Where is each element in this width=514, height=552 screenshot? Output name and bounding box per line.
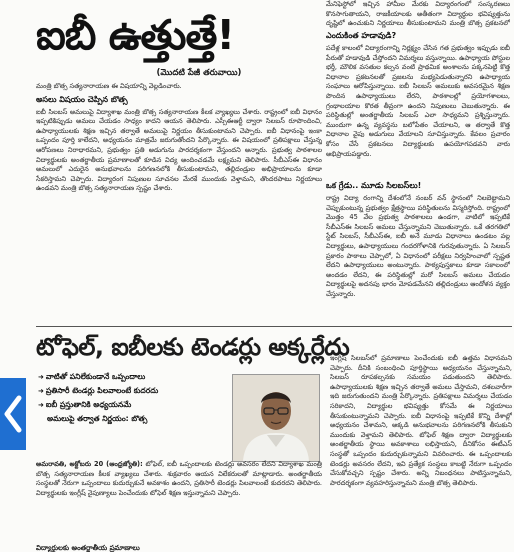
minister-photo	[232, 374, 320, 462]
article-ib-left-column	[36, 4, 322, 316]
headline-ib: ఐబీ ఉత్తుత్తే!	[36, 11, 235, 59]
next-article-cutoff: విద్యార్థులకు అంతర్జాతీయ ప్రమాణాలు	[36, 544, 140, 552]
bullet-item: ➜ ఐబీ ప్రస్తుతానికి అధ్యయనమే	[38, 400, 132, 409]
bullet-item: అమలుపై తర్వాత నిర్ణయం: బొత్స	[47, 414, 148, 423]
right-intro-text: మేనిఫెస్టోలో ఇచ్చిన హామీల మేరకు విద్యారంగంలో సంస్కరణలు కొనసాగుతాయని, రాజకీయాలకు అతీతంగా విద్యార్థుల భవిష్యత్తును దృష్టిలో ఉంచుకుని నిర్ణయాలు తీసుకుంటామని మంత్రి బొత్స ప్రకటనలో	[326, 0, 510, 28]
arrow-icon: ➜	[38, 401, 44, 409]
section-divider	[36, 326, 512, 327]
lead-text: మంత్రి బొత్స సత్యనారాయణ ఈ విషయాన్ని వెల్లడించారు.	[36, 82, 182, 90]
headline-tenders: టోఫెల్, ఐబీలకు టెండర్లు అక్కర్లేదు	[36, 333, 350, 361]
chevron-left-icon	[3, 395, 23, 433]
body-paragraph-1: ఐబీ సిలబస్ అమలుపై విద్యాశాఖ మంత్రి బొత్స సత్యనారాయణ కీలక వ్యాఖ్యలు చేశారు. రాష్ట్రంలో ఐబీ విధానం ఇప్పటికిప్పుడు అమలు చేయడం సాధ్యం కాదని ఆయన తెలిపారు. ఎస్సీఈఆర్టీ ద్వారా సిలబస్ రూపొందించి, ఉపాధ్యాయులకు శిక్షణ ఇచ్చిన తర్వాతే అమలుపై నిర్ణయం తీసుకుంటామని చెప్పారు. ఐబీ విధానంపై ఇంకా ఒప్పందం పూర్తి కాలేదని, అధ్యయనం మాత్రమే జరుగుతోందని పేర్కొన్నారు. ఈ విషయంలో ప్రతిపక్షాలు చేస్తున్న ఆరోపణలు నిరాధారమని, ప్రభుత్వం ప్రతి అడుగును పారదర్శకంగా వేస్తుందని అన్నారు. ప్రభుత్వ పాఠశాలల విద్యార్థులకు అంతర్జాతీయ ప్రమాణాలతో కూడిన విద్య అందించడమే లక్ష్యమని తెలిపారు. సీబీఎస్ఈ విధానం అమలులో ఎదురైన అనుభవాలను పరిగణనలోకి తీసుకుంటామని, తల్లిదండ్రుల అభిప్రాయాలను కూడా సేకరిస్తామని చెప్పారు. విద్యారంగ నిపుణుల సూచనల మేరకే ముందుకు వెళ్తామని, తొందరపాటు నిర్ణయాలు ఉండవని మంత్రి బొత్స సత్యనారాయణ స్పష్టం చేశారు.	[36, 107, 322, 193]
body-paragraph-4	[36, 460, 322, 540]
body-text-left: టోఫెల్, ఐబీ ఒప్పందాలకు టెండర్లు అవసరం లేదని విద్యాశాఖ మంత్రి బొత్స సత్యనారాయణ కీలక వ్యాఖ్యలు చేశారు. శుక్రవారం ఆయన విలేకరులతో మాట్లాడారు. అంతర్జాతీయ సంస్థలతో నేరుగా ఒప్పందాలు కుదుర్చుకునే అవకాశం ఉందని, ప్రతిసారీ టెండర్లు పిలవాలంటే కుదరదని తెలిపారు. విద్యార్థులకు ఇంగ్లీష్ నైపుణ్యాలు పెంచేందుకు టోఫెల్ శిక్షణ ఇస్తున్నామని చెప్పారు.	[36, 460, 322, 497]
subhead-three-syllabus: ఒక గ్రేడు.. మూడు సిలబస్‌లు!	[326, 181, 422, 190]
bullet-item: ➜ ప్రతిసారీ టెండర్లు పిలవాలంటే కుదరదు	[38, 386, 159, 395]
highlight-bullets	[38, 370, 216, 425]
portrait-image	[233, 375, 319, 461]
body-paragraph-5: ఇంగ్లిష్ సిలబస్‌లో ప్రమాణాలు పెంచేందుకు ఐబీ ఉత్తమ విధానమని చెప్పారు. దీనికి సంబంధించి పూర్తిస్థాయి అధ్యయనం చేస్తున్నామని, సిలబస్ రూపకల్పనకు సమయం పడుతుందని తెలిపారు. ఉపాధ్యాయులకు శిక్షణ ఇచ్చిన తర్వాతే అమలు చేస్తామని, దశలవారీగా ఇది జరుగుతుందని మంత్రి పేర్కొన్నారు. ప్రతిపక్షాలు విమర్శలు చేయడం సరికాదని, విద్యార్థుల భవిష్యత్తు కోసమే ఈ నిర్ణయాలు తీసుకుంటున్నామని చెప్పారు. ఐబీ విధానంపై ఇప్పటికే కొన్ని దేశాల్లో అధ్యయనం చేశామని, అక్కడి అనుభవాలను పరిగణనలోకి తీసుకుని ముందుకు వెళ్తామని తెలిపారు. టోఫెల్ శిక్షణ ద్వారా విద్యార్థులకు అంతర్జాతీయ స్థాయి అవకాశాలు లభిస్తాయని, దీనికోసం ఈటీఎస్ సంస్థతో ఒప్పందం కుదుర్చుకున్నామని వివరించారు. ఈ ఒప్పందాలకు టెండర్లు అవసరం లేదని, ఇవి ప్రత్యేక సంస్థలు కాబట్టి నేరుగా ఒప్పందం చేసుకోవచ్చని స్పష్టం చేశారు. అన్ని నిబంధనలు పాటిస్తున్నామని, పారదర్శకంగా వ్యవహరిస్తున్నామని మంత్రి బొత్స తెలిపారు.	[330, 354, 512, 487]
continued-tag: (మొదటి పేజీ తరువాయి)	[156, 68, 242, 78]
body-paragraph-3: రాష్ట్ర విద్యా రంగాన్ని దేశంలోనే నంబర్ వన్ స్థానంలో నిలబెట్టామని చెప్పుకుంటున్న ప్రభుత్వం క్షేత్రస్థాయి పరిస్థితులను విస్మరిస్తోంది. రాష్ట్రంలో మొత్తం 45 వేల ప్రభుత్వ పాఠశాలలు ఉండగా, వాటిలో ఇప్పటికే సీబీఎస్ఈ సిలబస్ అమలు చేస్తున్నామని చెబుతున్నారు. ఒకే తరగతిలో స్టేట్ సిలబస్, సీబీఎస్ఈ, ఐబీ అనే మూడు విధానాలు ఉండటం వల్ల విద్యార్థులు, ఉపాధ్యాయులు గందరగోళానికి గురవుతున్నారు. ఏ సిలబస్ ప్రకారం పాఠాలు చెప్పాలో, ఏ విధానంలో పరీక్షలు నిర్వహించాలో స్పష్టత లేదని ఉపాధ్యాయులు అంటున్నారు. పాఠ్యపుస్తకాలు కూడా సకాలంలో అందడం లేదని, ఈ పరిస్థితుల్లో మరో సిలబస్ అమలు చేయడం విద్యార్థులపై అదనపు భారం మోపడమేనని తల్లిదండ్రులు ఆందోళన వ్యక్తం చేస్తున్నారు.	[326, 194, 510, 298]
previous-page-button[interactable]	[0, 378, 26, 450]
subhead-botsa: అసలు విషయం చెప్పిన బొత్స	[36, 94, 128, 104]
article-ib-right-column	[326, 0, 510, 318]
article-tenders-left-column	[36, 460, 322, 540]
arrow-icon: ➜	[38, 373, 44, 381]
body-paragraph-2: పదేళ్ల కాలంలో విద్యారంగాన్ని నిర్లక్ష్యం చేసిన గత ప్రభుత్వం ఇప్పుడు ఐబీ పేరుతో హడావుడి చేస్తోందని విమర్శలు వస్తున్నాయి. ఉపాధ్యాయ పోస్టుల భర్తీ, మౌలిక వసతుల కల్పన వంటి ప్రాథమిక అంశాలను పక్కనపెట్టి కొత్త విధానాల ప్రకటనలతో ప్రజలను మభ్యపెడుతున్నారని ఉపాధ్యాయ సంఘాలు ఆరోపిస్తున్నాయి. ఐబీ సిలబస్ అమలుకు అవసరమైన శిక్షణ పొందిన ఉపాధ్యాయులు లేరని, పాఠశాలల్లో ప్రయోగశాలలు, గ్రంథాలయాల కొరత తీవ్రంగా ఉందని నిపుణులు చెబుతున్నారు. ఈ పరిస్థితుల్లో అంతర్జాతీయ సిలబస్ ఎలా సాధ్యమని ప్రశ్నిస్తున్నారు. ముందుగా ఉన్న వ్యవస్థను బలోపేతం చేయాలని, ఆ తర్వాతే కొత్త విధానాల వైపు అడుగులు వేయాలని సూచిస్తున్నారు. కేవలం ప్రచారం కోసం చేసే ప్రకటనలు విద్యార్థులకు ఉపయోగపడవని వారు అభిప్రాయపడ్డారు.	[326, 44, 510, 158]
dateline: అమరావతి, అక్టోబరు 20 (ఆంధ్రజ్యోతి):	[36, 460, 143, 468]
subhead-haste: ఎందుకింత హడావుడి?	[326, 31, 397, 40]
article-tenders-right-column	[330, 354, 512, 546]
bullet-item: ➜ వాటితో పనిలేకుండానే ఒప్పందాలు	[38, 372, 146, 381]
arrow-icon: ➜	[38, 387, 44, 395]
